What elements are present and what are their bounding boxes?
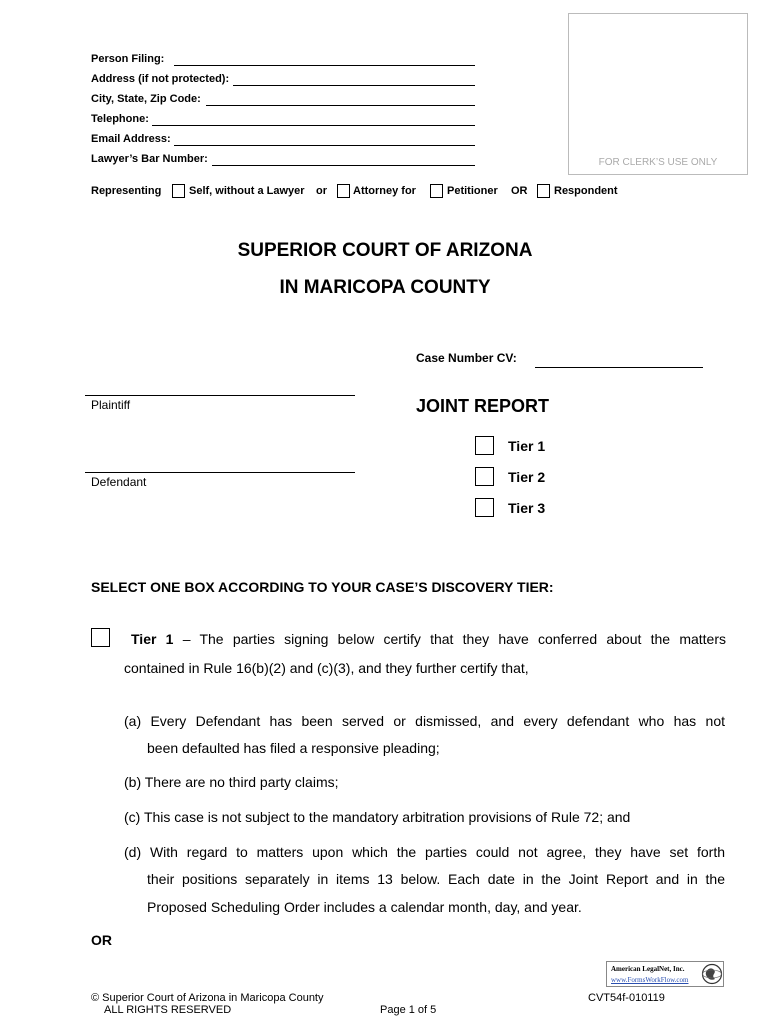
self-checkbox[interactable]: [172, 184, 185, 198]
address-field[interactable]: [233, 85, 475, 86]
footer-page-number: Page 1 of 5: [380, 1004, 437, 1016]
globe-icon: [701, 963, 723, 985]
plaintiff-label: Plaintiff: [91, 398, 131, 412]
bar-number-field[interactable]: [212, 165, 475, 166]
court-title-line2: IN MARICOPA COUNTY: [279, 277, 491, 298]
court-title-line1: SUPERIOR COURT OF ARIZONA: [237, 240, 533, 261]
bar-number-label: Lawyer’s Bar Number:: [91, 153, 208, 165]
item-a-line2: been defaulted has filed a responsive pleading;: [147, 740, 440, 756]
defendant-field[interactable]: [85, 472, 355, 473]
plaintiff-field[interactable]: [85, 395, 355, 396]
item-d-line2: their positions separately in items 13 below. Each date in the Joint Report and in the: [147, 871, 725, 887]
or-label-2: OR: [511, 185, 528, 197]
attorney-label: Attorney for: [353, 185, 416, 197]
item-b: (b) There are no third party claims;: [124, 774, 339, 790]
defendant-label: Defendant: [91, 475, 147, 489]
petitioner-checkbox[interactable]: [430, 184, 443, 198]
item-c: (c) This case is not subject to the mandatory arbitration provisions of Rule 72; and: [124, 809, 631, 825]
petitioner-label: Petitioner: [447, 185, 498, 197]
person-filing-field[interactable]: [174, 65, 475, 66]
logo-company-text: American LegalNet, Inc.: [611, 965, 685, 973]
or-separator: OR: [91, 932, 112, 948]
tier1-top-label: Tier 1: [508, 438, 546, 454]
logo-url-text: www.FormsWorkFlow.com: [611, 976, 689, 984]
legalnet-logo: [606, 961, 724, 987]
tier3-top-label: Tier 3: [508, 500, 546, 516]
select-tier-heading: SELECT ONE BOX ACCORDING TO YOUR CASE’S DISCOVERY TIER:: [91, 579, 554, 595]
item-d-line1: (d) With regard to matters upon which the parties could not agree, they have set forth: [124, 844, 725, 860]
item-a-line1: (a) Every Defendant has been served or dismissed, and every defendant who has not: [124, 713, 725, 729]
respondent-label: Respondent: [554, 185, 618, 197]
tier2-top-label: Tier 2: [508, 469, 546, 485]
person-filing-label: Person Filing:: [91, 53, 165, 65]
tier1-body-checkbox[interactable]: [91, 628, 110, 647]
tier1-line1-text: – The parties signing below certify that they have conferred about the matters: [173, 631, 726, 647]
self-label: Self, without a Lawyer: [189, 185, 305, 197]
case-number-label: Case Number CV:: [416, 351, 517, 365]
tier2-top-checkbox[interactable]: [475, 467, 494, 486]
clerk-use-box: [568, 13, 748, 175]
email-label: Email Address:: [91, 133, 171, 145]
tier1-paragraph-line1: [131, 629, 726, 649]
footer-form-code: CVT54f-010119: [588, 992, 665, 1004]
tier1-top-checkbox[interactable]: [475, 436, 494, 455]
city-state-zip-label: City, State, Zip Code:: [91, 93, 201, 105]
item-d-line3: Proposed Scheduling Order includes a calendar month, day, and year.: [147, 899, 582, 915]
address-label: Address (if not protected):: [91, 73, 230, 85]
tier1-body-label: Tier 1: [131, 631, 174, 647]
tier1-paragraph-line2: contained in Rule 16(b)(2) and (c)(3), and they further certify that,: [124, 660, 529, 676]
footer-rights: ALL RIGHTS RESERVED: [104, 1004, 232, 1016]
city-state-zip-field[interactable]: [206, 105, 475, 106]
telephone-field[interactable]: [152, 125, 475, 126]
attorney-checkbox[interactable]: [337, 184, 350, 198]
or-label-1: or: [316, 185, 327, 197]
respondent-checkbox[interactable]: [537, 184, 550, 198]
tier3-top-checkbox[interactable]: [475, 498, 494, 517]
footer-copyright: © Superior Court of Arizona in Maricopa County: [91, 992, 324, 1004]
email-field[interactable]: [174, 145, 475, 146]
case-number-field[interactable]: [535, 367, 703, 368]
clerk-use-label: FOR CLERK’S USE ONLY: [598, 157, 718, 168]
representing-label: Representing: [91, 185, 162, 197]
joint-report-title: JOINT REPORT: [416, 396, 550, 416]
telephone-label: Telephone:: [91, 113, 149, 125]
